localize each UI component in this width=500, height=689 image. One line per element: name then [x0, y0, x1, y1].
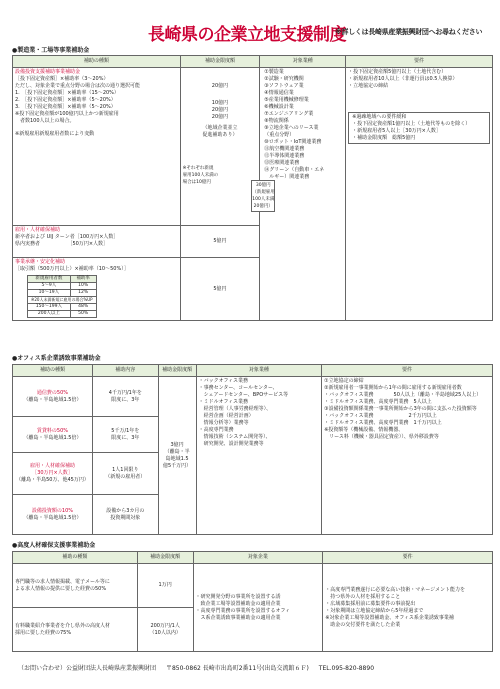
header-cell: 補助の種類 [13, 365, 93, 377]
text-line: 5千万/1年を [111, 427, 140, 434]
requirement-item: ・補助金限度額 総額5億円 [352, 135, 416, 141]
target-cell [193, 564, 323, 652]
requirement-item: ※投資額等（機械設備、情報機器、 [324, 427, 404, 433]
requirement-item: ・投下固定資産額5億円以上（土地代含む） [348, 69, 447, 75]
industry-item: ⑫半導体関連業務 [264, 153, 305, 159]
rate-cell: 12% [70, 290, 96, 297]
text-line: 投資期間対象 [110, 514, 141, 521]
footer-tel: TEL.095-820-8890 [318, 665, 375, 672]
requirement-item: ・ミドルオフィス業務、高度専門業務 1千万円以上 [324, 420, 442, 426]
industry-item: ⑩ロボット・IoT関連業務 [264, 139, 322, 145]
text-line: ［取引額（500万円以上）×補助率（10〜50%）］ [15, 266, 129, 272]
subsidy-title: 事業承継・安定化補助 [15, 259, 66, 265]
subsidy-title: 通信費の50% [36, 389, 69, 396]
text-line: 限度に、3年 [111, 396, 140, 403]
limit-value: 20億円 [211, 114, 229, 120]
requirement-item: 助金の交付要件を満たした企業 [325, 621, 401, 628]
group-limit-note: 100人未満 [252, 197, 275, 202]
limit-value: 3億円 [170, 441, 184, 448]
industry-item: ⑭グリーン（自動車・エネ [264, 167, 325, 173]
text-line: 採用に要した経費の75% [15, 629, 72, 636]
section3-heading: ●高度人材確保支援事業補助金 [12, 542, 96, 549]
content-cell [92, 377, 158, 417]
text-line: 者数100人以上の場合。 [15, 118, 75, 124]
table-header-row [13, 552, 493, 564]
text-line: 1人1回限り [112, 466, 139, 473]
header-cell: 補助金限度額 [180, 56, 260, 68]
content-cell [92, 417, 158, 453]
subsidy-title: 雇用・人材確保補助 [29, 463, 75, 469]
industry-item: ③ソフトウェア業 [264, 83, 304, 89]
text-line: 専門職等の求人情報掲載、電子メール等に [15, 578, 110, 585]
rate-cell: 新規雇用者数 [28, 276, 71, 283]
footer-address: 〒850-0862 長崎市出島町2番11号(出島交流館６Ｆ) [165, 665, 309, 672]
text-line: 有料職業紹介事業者を介し県外の高度人材 [15, 622, 111, 629]
title-note: ※詳しくは長崎県産業振興財団へお尋ねください [335, 28, 483, 36]
group-limit-value: 30億円 [255, 183, 271, 188]
rate-cell: 5〜9人 [28, 283, 71, 290]
subsidy-title: 雇用・人材確保補助 [15, 227, 61, 233]
requirement-item: ①立地協定の締結 [324, 378, 364, 384]
text-line: 4千万円/1年を [108, 389, 142, 396]
subsidy-type-cell [13, 68, 181, 226]
header-cell: 対象企業 [193, 552, 323, 564]
limit-cell [137, 608, 193, 652]
text-line: 3. ［投下固定資産額］×補助率（5〜20%） [15, 104, 116, 110]
table-header-row [13, 56, 493, 68]
requirement-item: ③設備投資額関係業務一事業所開始から3年の間に支払った投資額等 [324, 406, 477, 412]
requirement-item: ※対象企業工場等設置補助金、オフィス系企業誘致事業補 [325, 614, 454, 621]
subsidy-title: 賃貸料の50% [36, 427, 69, 434]
rate-cell: 150〜199人 [28, 304, 71, 311]
limit-note: 島地域1.5 [165, 455, 189, 462]
requirement-item: 持つ県外の人材を採用すること [325, 593, 401, 600]
header-cell: 対象業種 [196, 365, 322, 377]
section2-table [12, 364, 493, 535]
industry-item: （重点分野） [264, 132, 295, 138]
limit-value: 200万円/1人 [150, 622, 180, 629]
target-item: 致企業工場等設置補助金の適用企業 [195, 600, 281, 607]
subsidy-type-cell [13, 417, 93, 453]
industry-item: ・事務センター、コールセンター、 [198, 385, 278, 391]
text-line: 限度に、3年 [111, 434, 140, 441]
group-limit-note: 20億円） [253, 204, 273, 209]
requirements-box [348, 112, 490, 144]
requirement-item: リース料（機械・器具固定資産））、県外移設費等 [324, 434, 439, 440]
requirements-cell [346, 68, 493, 321]
header-cell: 要件 [346, 56, 493, 68]
industry-item: ・高度専門業務 [198, 427, 234, 433]
rate-cell: 50% [70, 311, 96, 318]
rate-cell: 補助率 [70, 276, 96, 283]
target-item: ・研究開発分野の事業所を設置する誘 [195, 593, 281, 600]
industry-item: 情報技術（システム開発等）、 [198, 434, 271, 440]
requirement-item: ・バックオフィス業務 50人以上（離島・半島地域25人以上） [324, 392, 482, 398]
rate-cell: 10% [70, 283, 96, 290]
limit-note: ※それぞれ新規 [182, 166, 214, 171]
header-cell: 要件 [322, 365, 493, 377]
limit-note: 億5千万円） [163, 462, 192, 469]
limit-cell [158, 377, 196, 535]
table-row [13, 377, 493, 417]
requirement-item: ・広域募集採用前に募集要件の事前提出 [325, 600, 416, 607]
target-item: ス系企業誘致事業補助金の適用企業 [195, 614, 281, 621]
limit-note: （10人以内） [149, 629, 181, 636]
text-line: 県内実務者 ［50万円×人数］ [15, 241, 109, 247]
rate-cell: 10〜19人 [28, 290, 71, 297]
industry-item: ⑧物流関係 [264, 118, 289, 124]
limit-note: 雇用100人未満の [182, 173, 219, 178]
requirements-cell [323, 564, 493, 652]
subsidy-subtitle: ［30万円×人数］ [32, 470, 73, 476]
text-line: 1. ［投下固定資産額］×補助率（15〜20%） [15, 90, 119, 96]
limit-value: 1万円 [158, 582, 172, 588]
industry-item: 経営管理（人事労務経理等）、 [198, 406, 272, 412]
industry-item: ・ミドルオフィス業務 [198, 399, 249, 405]
subsidy-type-cell [13, 608, 138, 652]
subsidy-title: 設備投資額の10% [31, 507, 74, 514]
industry-item: ②試験・研究機関 [264, 76, 304, 82]
header-cell: 要件 [323, 552, 493, 564]
section1-heading: ●製造業・工場等事業補助金 [12, 47, 90, 54]
requirement-item: ・ミドルオフィス業務、高度専門業務 5人以上 [324, 399, 432, 405]
subsidy-type-cell [13, 258, 181, 321]
requirement-item: ・バックオフィス業務 2千万円以上 [324, 413, 437, 419]
text-line: よる求人情報の提供に要した経費の50% [15, 585, 107, 592]
content-cell [92, 495, 158, 535]
limit-note: （離島・半 [164, 448, 190, 455]
requirements-cell [322, 377, 493, 535]
header-cell: 補助金限度額 [137, 552, 193, 564]
region-note: （離島・半島地域1.5倍） [23, 434, 82, 441]
requirement-item: ・新規雇用者10人以上（非運行員は0.5人換算） [348, 76, 458, 82]
limit-cell: 5億円 [180, 258, 260, 321]
region-note: （離島・半島地域1.5倍） [23, 514, 82, 521]
limit-cell: 5億円 [180, 226, 260, 258]
requirement-item: ・高度専門業務遂行に必要な高い技術・マネージメント能力を [325, 586, 465, 593]
header-cell: 補助内容 [92, 365, 158, 377]
industry-item: ①製造業 [264, 69, 284, 75]
page-title: 長崎県の企業立地支援制度 [148, 25, 346, 45]
rate-table [27, 275, 97, 318]
limit-note: （地域企業並立 [202, 125, 238, 131]
subsidy-type-cell [13, 226, 181, 258]
limit-value: 10億円 [211, 100, 229, 106]
text-line: 2. ［投下固定資産額］×補助率（5〜20%） [15, 97, 116, 103]
limit-note: 場合は10億円 [182, 180, 211, 185]
requirement-item: ・新規雇用者5人以上［30万円×人数］ [352, 128, 441, 134]
header-cell: 補助金限度額 [158, 365, 196, 377]
subsidy-type-cell [13, 453, 93, 495]
group-limit-note: （新規雇用 [252, 190, 275, 195]
text-line: ※新規雇用新規雇用者数により変動 [15, 131, 95, 137]
requirement-item: ②新規雇用者一事業開始から1年の間に雇用する新規雇用者数 [324, 385, 462, 391]
target-item: ・高度専門業務の事業所を設置するオフィ [195, 607, 290, 614]
industry-item: ⑤産業用機械修理業 [264, 97, 309, 103]
limit-note: 促進補助あり） [202, 132, 238, 138]
footer-contact: （お問い合わせ）公益財団法人長崎県産業振興財団 [18, 665, 157, 672]
industry-item: ④情報通信業 [264, 90, 294, 96]
header-cell: 補助の種類 [13, 552, 138, 564]
industry-item: ⑨立地企業へのリース業 [264, 125, 319, 131]
industry-item: 経営企画（経営計画） [198, 413, 254, 419]
section1-table [12, 55, 493, 321]
text-line: ただし、対象企業で重点分野の場合は次の通り選択可能 [15, 83, 141, 89]
industry-item: ⑥機械設計業 [264, 104, 294, 110]
industry-item: ⑬医療関連業務 [264, 160, 300, 166]
requirement-item: ※過疎地域への要件緩和 [352, 114, 407, 120]
header-cell: 補助の種類 [13, 56, 181, 68]
subsidy-type-cell [13, 495, 93, 535]
limit-cell [137, 564, 193, 608]
subsidy-type-cell [13, 564, 138, 608]
rate-cell: 48% [70, 304, 96, 311]
subsidy-type-cell [13, 377, 93, 417]
requirement-item: ・対象期間は立地協定締結から5年経過まで [325, 607, 424, 614]
text-line: （新規の雇用者） [105, 473, 146, 480]
section2-heading: ●オフィス系企業誘致事業補助金 [12, 355, 101, 362]
industry-item: ⑪航空機関連業務 [264, 146, 305, 152]
section3-table [12, 551, 493, 652]
text-line: ［投下固定資産額］×補助率（3〜20%） [15, 76, 109, 82]
content-cell [92, 453, 158, 495]
subsidy-title: 設備投資支援補助事業補助金 [15, 69, 81, 75]
industry-item: 情報分析等）業務等 [198, 420, 249, 426]
text-line: 新卒者および UIJ ターン者［100万円×人数］ [15, 234, 119, 240]
requirement-item: ・立地協定の締結 [348, 83, 389, 89]
industry-item: 研究開発、設計開発業務等 [198, 441, 264, 447]
text-line: 設備から3カ月の [106, 507, 145, 514]
table-header-row [13, 365, 493, 377]
limit-value: 20億円 [211, 83, 229, 89]
rate-cell: 200人以上 [28, 311, 71, 318]
region-note: （離島・半島地域1.5倍） [23, 396, 82, 403]
footer [18, 663, 382, 672]
limit-value: 20億円 [211, 107, 229, 113]
industry-item: シェアードセンター、BPOサービス等 [198, 392, 289, 398]
group-limit-box [251, 180, 275, 212]
rate-cell: ※20人未満新規に雇用の場合%UP [28, 297, 97, 304]
header-cell: 対象業種 [260, 56, 346, 68]
industry-cell [196, 377, 322, 535]
industry-item: ⑦エンジニアリング業 [264, 111, 314, 117]
table-row [13, 68, 493, 226]
requirement-item: ・投下固定資産額1億円以上（土地代等ものを除く） [352, 121, 471, 127]
region-note: （離島・半島50万、他45万円） [16, 477, 89, 483]
industry-item: ルギー）関連業務 [264, 174, 310, 180]
text-line: ※投下固定資産額が100億円以上かつ新規雇用 [15, 111, 119, 117]
industry-item: ・バックオフィス業務 [198, 378, 249, 384]
table-row [13, 564, 493, 608]
